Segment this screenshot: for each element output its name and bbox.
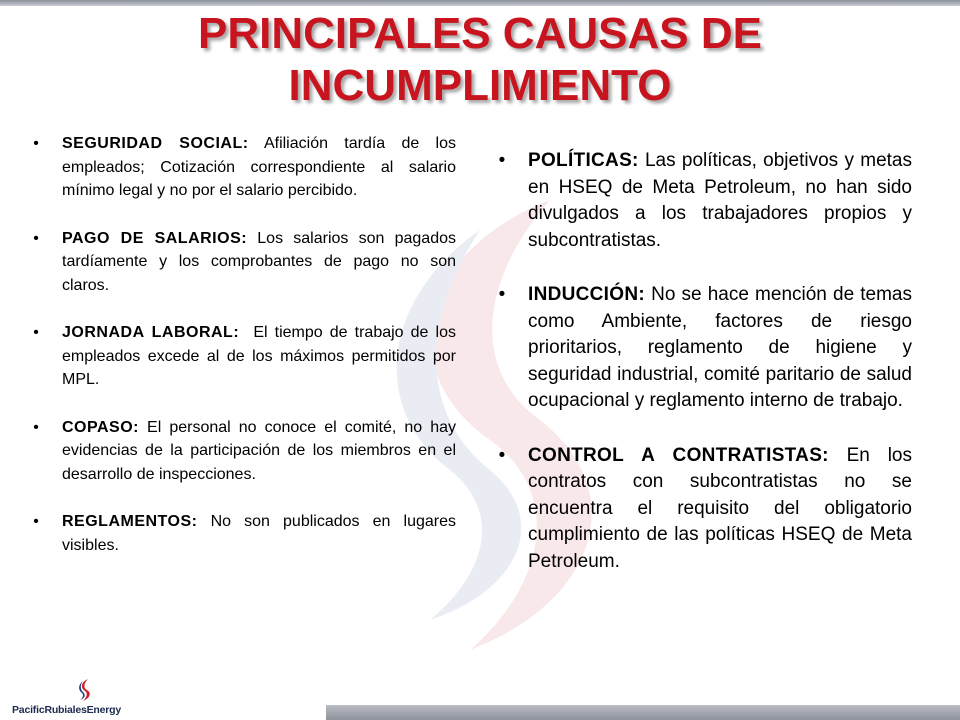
item-text: Las políticas, objetivos y metas en HSEQ de Meta Petroleum, no han sido divulgados a los trabajadores propios y subcontratistas. — [528, 150, 912, 251]
list-item — [492, 148, 912, 254]
list-item — [492, 282, 912, 415]
item-text: No se hace mención de temas como Ambiente, factores de riesgo prioritarios, reglamento de higiene y seguridad industrial, comité paritario de salud ocupacional y reglamento interno de trabajo. — [528, 284, 912, 411]
list-item — [26, 321, 461, 392]
item-term: PAGO DE SALARIOS: — [62, 229, 248, 247]
item-term: POLÍTICAS: — [528, 150, 639, 171]
logo-text: PacificRubialesEnergy — [12, 704, 122, 716]
bullet: • — [498, 444, 506, 466]
slide-title: PRINCIPALES CAUSAS DE INCUMPLIMIENTO — [198, 9, 762, 110]
bullet: • — [33, 135, 39, 152]
item-term: JORNADA LABORAL: — [62, 324, 240, 341]
item-term: CONTROL A CONTRATISTAS: — [528, 444, 829, 466]
item-term: COPASO: — [62, 418, 139, 436]
list-item — [492, 443, 912, 576]
bullet: • — [33, 324, 39, 341]
top-bar — [0, 0, 960, 6]
bullet: • — [498, 284, 506, 305]
item-text: No son publicados en lugares visibles. — [62, 513, 456, 554]
list-item — [26, 416, 456, 487]
list-item — [26, 132, 456, 203]
left-cause-list — [26, 132, 461, 581]
company-logo — [10, 678, 160, 718]
item-text: El personal no conoce el comité, no hay evidencias de la participación de los miembros en el desarrollo de inspecciones. — [62, 418, 456, 483]
bullet: • — [33, 513, 39, 530]
bullet: • — [498, 150, 506, 171]
item-term: INDUCCIÓN: — [528, 284, 645, 305]
bullet: • — [33, 418, 39, 436]
bullet: • — [33, 229, 39, 247]
item-text: Los salarios son pagados tardíamente y los comprobantes de pago no son claros. — [62, 229, 456, 294]
item-term: SEGURIDAD SOCIAL: — [62, 135, 249, 152]
footer-bar — [326, 705, 960, 720]
pacific-rubiales-logo-icon — [72, 678, 98, 702]
item-term: REGLAMENTOS: — [62, 513, 198, 530]
item-text: Afiliación tardía de los empleados; Cotización correspondiente al salario mínimo legal y no por el salario percibido. — [62, 135, 456, 199]
item-text: En los contratos con subcontratistas no se encuentra el requisito del obligatorio cumplimiento de las políticas HSEQ de Meta Petroleum. — [528, 444, 912, 572]
list-item — [26, 510, 456, 557]
right-cause-list — [492, 148, 912, 603]
item-text: El tiempo de trabajo de los empleados excede al de los máximos permitidos por MPL. — [62, 324, 461, 388]
list-item — [26, 227, 456, 298]
